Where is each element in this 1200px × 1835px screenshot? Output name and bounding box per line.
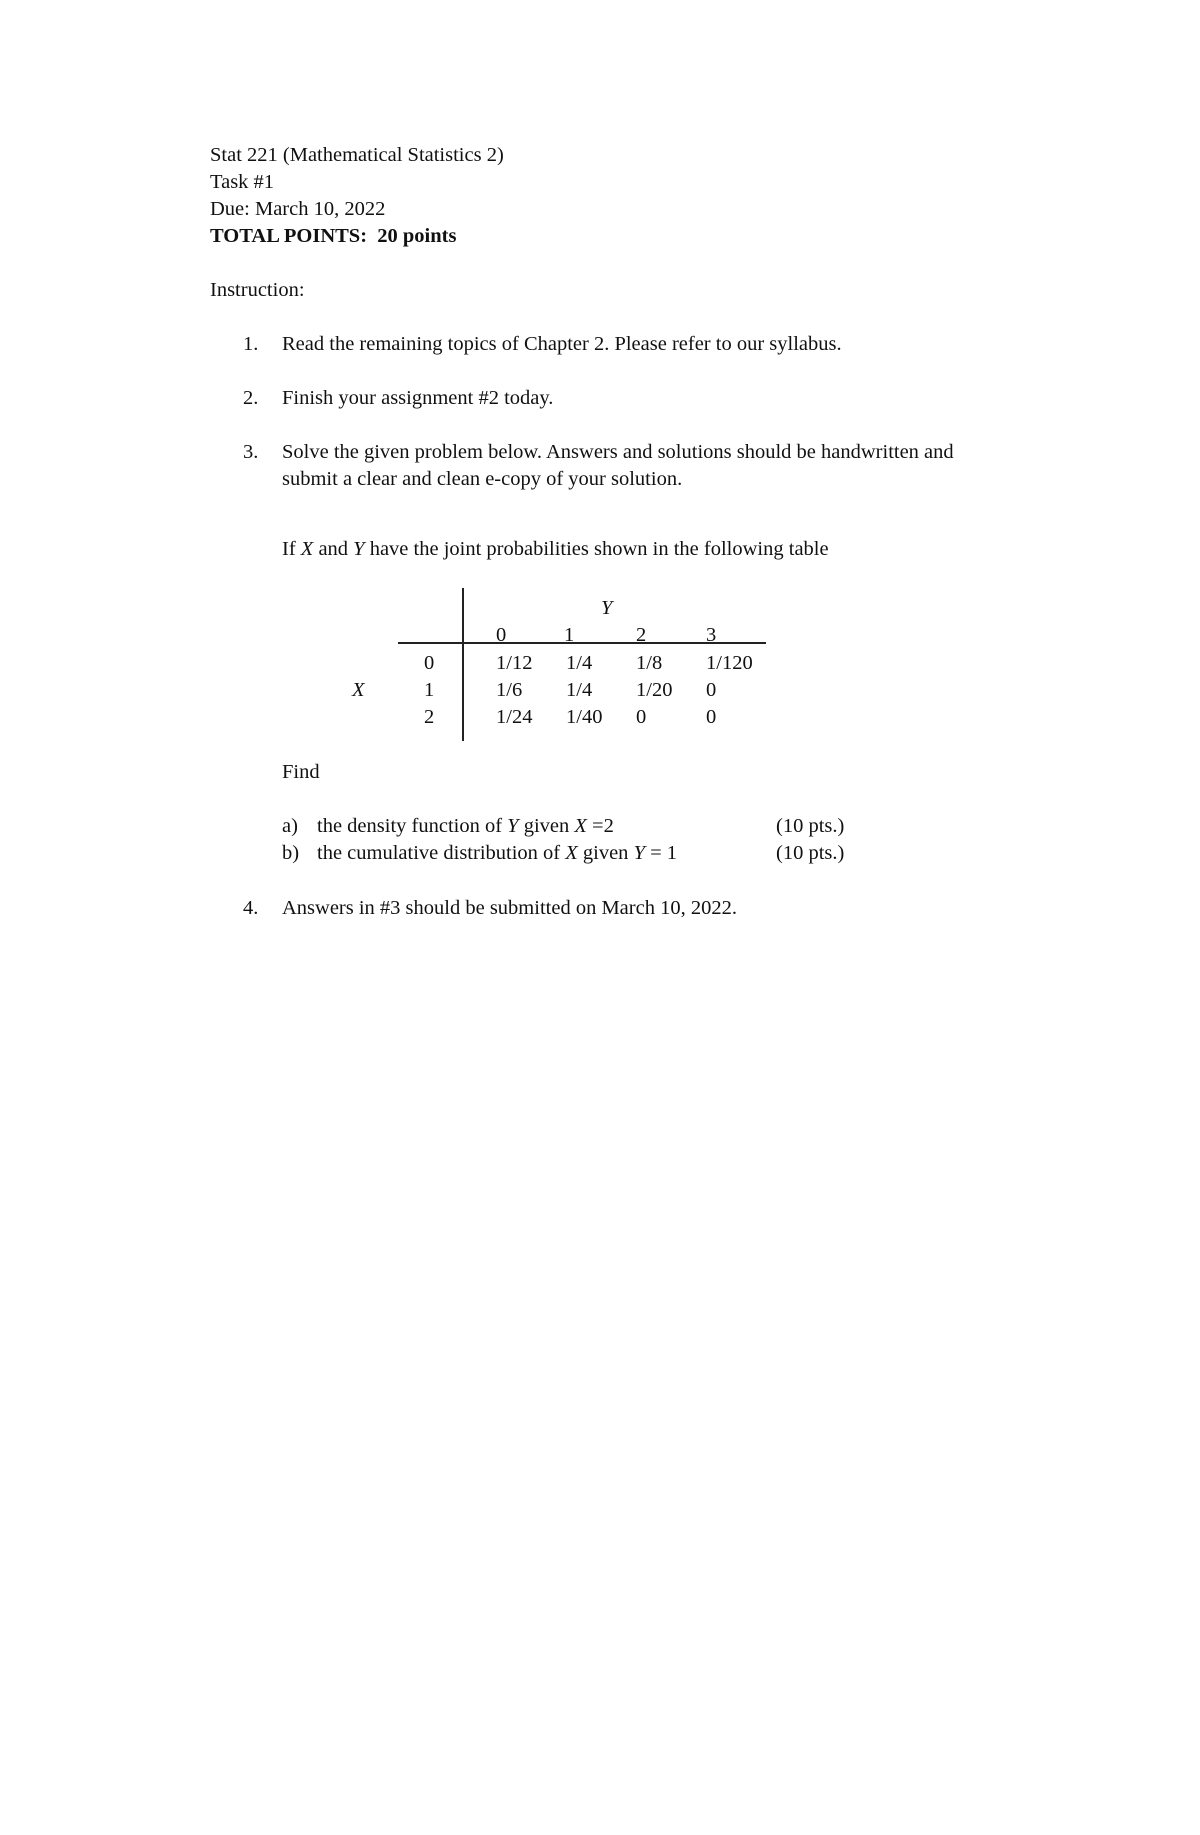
column-header: 0 bbox=[496, 624, 507, 646]
item-text: Finish your assignment #2 today. bbox=[282, 387, 554, 409]
instruction-label: Instruction: bbox=[210, 279, 305, 301]
course-title: Stat 221 (Mathematical Statistics 2) bbox=[210, 144, 504, 166]
item-number: 2. bbox=[243, 387, 259, 409]
problem-intro bbox=[282, 536, 829, 563]
part-text-segment: given bbox=[577, 842, 634, 864]
table-cell: 1/4 bbox=[566, 679, 593, 701]
part-points: (10 pts.) bbox=[776, 815, 845, 837]
part-text-segment: the cumulative distribution of bbox=[317, 842, 566, 864]
part-letter: b) bbox=[282, 842, 300, 864]
column-header: 3 bbox=[706, 624, 717, 646]
part-points: (10 pts.) bbox=[776, 842, 845, 864]
item-text-line: Solve the given problem below. Answers and solutions should be handwritten and bbox=[282, 441, 954, 463]
find-label: Find bbox=[282, 761, 320, 783]
table-cell: 1/24 bbox=[496, 706, 533, 728]
table-cell: 1/8 bbox=[636, 652, 663, 674]
item-text: Answers in #3 should be submitted on March 10, 2022. bbox=[282, 897, 737, 919]
var-y: Y bbox=[507, 815, 519, 837]
total-points-value: 20 points bbox=[377, 225, 457, 247]
part-text-segment: = 1 bbox=[644, 842, 678, 864]
table-cell: 0 bbox=[636, 706, 647, 728]
item-number: 3. bbox=[243, 441, 259, 463]
part-text-segment: the density function of bbox=[317, 815, 508, 837]
column-header: 2 bbox=[636, 624, 647, 646]
task-number: Task #1 bbox=[210, 171, 275, 193]
total-points-label: TOTAL POINTS: bbox=[210, 225, 368, 247]
item-number: 4. bbox=[243, 897, 259, 919]
item-number: 1. bbox=[243, 333, 259, 355]
part-text-segment: given bbox=[518, 815, 575, 837]
table-cell: 1/6 bbox=[496, 679, 523, 701]
var-y: Y bbox=[633, 842, 645, 864]
row-header: 2 bbox=[424, 706, 435, 728]
row-variable-label: X bbox=[352, 679, 365, 701]
var-x: X bbox=[300, 538, 314, 560]
table-vertical-rule bbox=[462, 588, 464, 741]
var-x: X bbox=[565, 842, 578, 864]
part-text bbox=[317, 813, 614, 840]
part-letter: a) bbox=[282, 815, 298, 837]
var-x: X bbox=[574, 815, 587, 837]
column-header: 1 bbox=[564, 624, 575, 646]
row-header: 1 bbox=[424, 679, 435, 701]
due-date: Due: March 10, 2022 bbox=[210, 198, 386, 220]
table-cell: 1/120 bbox=[706, 652, 753, 674]
row-header: 0 bbox=[424, 652, 435, 674]
intro-text: If bbox=[282, 538, 301, 560]
item-text: Read the remaining topics of Chapter 2. Please refer to our syllabus. bbox=[282, 333, 842, 355]
part-text-segment: =2 bbox=[586, 815, 614, 837]
table-cell: 1/40 bbox=[566, 706, 603, 728]
part-text bbox=[317, 840, 677, 867]
table-cell: 1/4 bbox=[566, 652, 593, 674]
intro-text: and bbox=[313, 538, 354, 560]
table-cell: 1/20 bbox=[636, 679, 673, 701]
intro-text: have the joint probabilities shown in the following table bbox=[364, 538, 829, 560]
var-y: Y bbox=[353, 538, 365, 560]
table-cell: 0 bbox=[706, 706, 717, 728]
table-cell: 0 bbox=[706, 679, 717, 701]
total-points bbox=[210, 223, 456, 250]
table-cell: 1/12 bbox=[496, 652, 533, 674]
item-text-line: submit a clear and clean e-copy of your solution. bbox=[282, 468, 683, 490]
column-variable-label: Y bbox=[601, 597, 613, 619]
